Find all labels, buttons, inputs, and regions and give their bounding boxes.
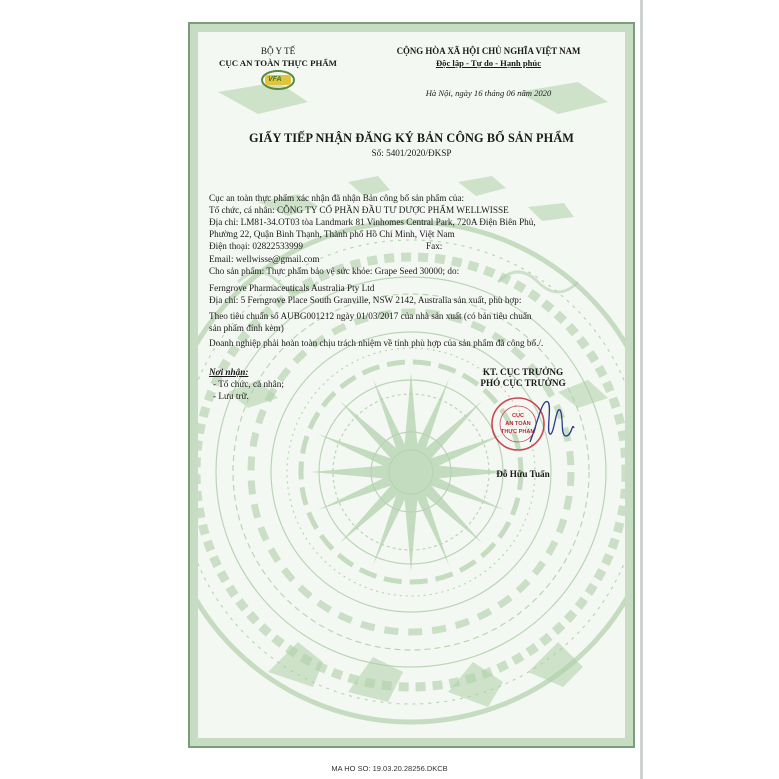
phone-line: Điện thoại: 02822533999 — [209, 241, 303, 251]
certificate-page — [188, 22, 635, 748]
recipient-item: - Tổ chức, cá nhân; — [213, 379, 284, 389]
seal-text-line1: CỤC — [511, 413, 525, 419]
place-date: Hà Nội, ngày 16 tháng 06 năm 2020 — [425, 88, 552, 98]
dossier-code: MA HO SO: 19.03.20.28256.DKCB — [331, 764, 448, 773]
address-line-1: Địa chỉ: LM81-34.OT03 tòa Landmark 81 Vinhomes Central Park, 720A Điện Biên Phủ, — [209, 217, 536, 227]
fax-line: Fax: — [426, 241, 443, 251]
address-line-2: Phường 22, Quận Bình Thạnh, Thành phố Hồ Chí Minh, Việt Nam — [209, 229, 455, 239]
recipient-item: - Lưu trữ. — [213, 391, 249, 401]
confirmation-line: Cục an toàn thực phẩm xác nhận đã nhận Bản công bố sản phẩm của: — [209, 193, 465, 203]
seal-text-line2: AN TOÀN — [505, 421, 531, 427]
official-seal-and-signature — [488, 392, 584, 460]
department-name: CỤC AN TOÀN THỰC PHẨM — [219, 58, 337, 68]
document-title: GIẤY TIẾP NHẬN ĐĂNG KÝ BẢN CÔNG BỐ SẢN PHẨM — [248, 131, 575, 145]
ministry-name: BỘ Y TẾ — [260, 46, 296, 56]
manufacturer-line: Ferngrove Pharmaceuticals Australia Pty Ltd — [209, 283, 375, 293]
national-motto: Độc lập - Tự do - Hạnh phúc — [435, 58, 542, 68]
responsibility-line: Doanh nghiệp phải hoàn toàn chịu trách nhiệm về tính phù hợp của sản phẩm đã công bố./. — [209, 338, 544, 348]
signer-title-1: KT. CỤC TRƯỞNG — [482, 367, 564, 377]
product-line: Cho sản phẩm: Thực phẩm bảo vệ sức khỏe: Grape Seed 30000; do: — [209, 266, 460, 276]
standard-line-1: Theo tiêu chuẩn số AUBG001212 ngày 01/03/2017 của nhà sản xuất (có bản tiêu chuẩn — [209, 311, 532, 321]
signer-title-2: PHÓ CỤC TRƯỞNG — [480, 378, 566, 388]
country-name: CỘNG HÒA XÃ HỘI CHỦ NGHĨA VIỆT NAM — [396, 46, 581, 56]
seal-text-line3: THỰC PHẨM — [500, 429, 536, 435]
registration-number: Số: 5401/2020/ĐKSP — [371, 148, 452, 158]
signer-name: Đỗ Hữu Tuấn — [496, 469, 550, 479]
organization-line: Tổ chức, cá nhân: CÔNG TY CỔ PHẦN ĐẦU TƯ DƯỢC PHẨM WELLWISSE — [209, 205, 509, 215]
manufacturer-address-line: Địa chỉ: 5 Ferngrove Place South Granville, NSW 2142, Australia sản xuất, phù hợp: — [209, 295, 522, 305]
page-edge-shadow — [640, 0, 643, 779]
vfa-logo-text: VFA — [268, 76, 282, 83]
standard-line-2: sản phẩm đính kèm) — [209, 323, 284, 333]
email-line: Email: wellwisse@gmail.com — [209, 254, 320, 264]
certificate-background — [198, 32, 625, 738]
recipients-heading: Nơi nhận: — [209, 367, 249, 377]
